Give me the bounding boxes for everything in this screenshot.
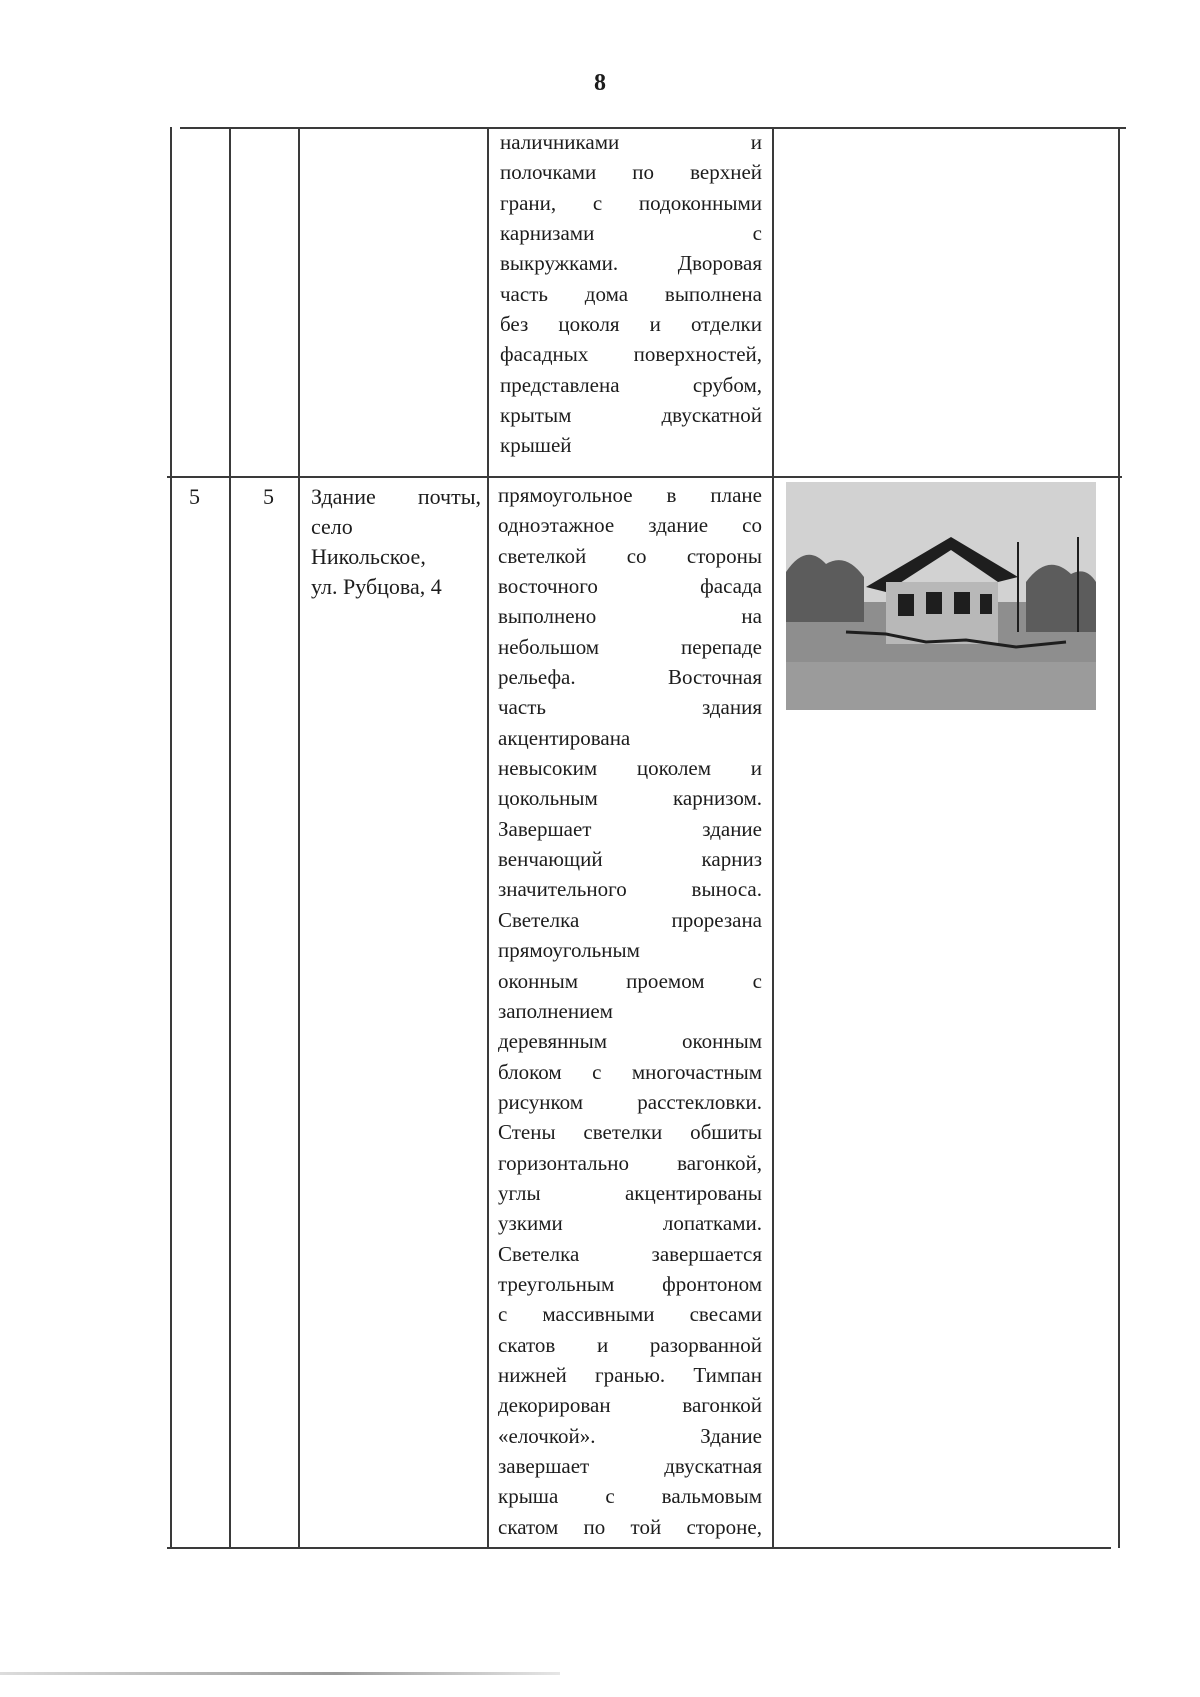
table-bottom-border — [167, 1547, 1111, 1549]
photo-window — [898, 594, 914, 616]
description-line: углы акцентированы — [498, 1180, 762, 1205]
description-line: невысоким цоколем и — [498, 756, 762, 781]
table-left-border — [170, 127, 172, 1548]
description-line: рисунком расстекловки. — [498, 1089, 762, 1114]
photo-window — [980, 594, 992, 614]
description-line: восточного фасада — [498, 574, 762, 599]
photo-window — [926, 592, 942, 614]
description-line: скатом по той стороне, — [498, 1514, 762, 1539]
description-line: декорирован вагонкой — [498, 1393, 762, 1418]
description-line: грани, с подоконными — [500, 190, 762, 215]
row-number: 5 — [189, 484, 200, 509]
description-line: «елочкой». Здание — [498, 1423, 762, 1448]
description-line: карнизами с — [500, 221, 762, 246]
object-address — [311, 482, 481, 602]
address-line: ул. Рубцова, 4 — [311, 574, 442, 599]
table-right-border — [1118, 127, 1120, 1548]
continuation-description — [500, 127, 762, 461]
description-line: крышей — [500, 433, 572, 458]
photo-trees — [1026, 565, 1096, 632]
description-line: наличниками и — [500, 130, 762, 154]
address-line: село — [311, 514, 353, 539]
photo-window — [954, 592, 970, 614]
description-line: горизонтально вагонкой, — [498, 1150, 762, 1175]
description-line: венчающий карниз — [498, 847, 762, 872]
description-line: выполнено на — [498, 604, 762, 629]
description-line: треугольным фронтоном — [498, 1271, 762, 1296]
description-line: прямоугольное в плане — [498, 483, 762, 507]
description-line: одноэтажное здание со — [498, 513, 762, 538]
description-line: Завершает здание — [498, 816, 762, 841]
description-line: нижней гранью. Тимпан — [498, 1362, 762, 1387]
description-line: скатов и разорванной — [498, 1332, 762, 1357]
description-line: цокольным карнизом. — [498, 786, 762, 811]
description-line: небольшом перепаде — [498, 634, 762, 659]
scan-edge-shadow — [0, 1672, 560, 1675]
column-divider-4 — [772, 127, 774, 1548]
description-line: Стены светелки обшиты — [498, 1120, 762, 1145]
description-line: оконным проемом с — [498, 968, 762, 993]
description-line: Светелка завершается — [498, 1241, 762, 1266]
description-line: светелкой со стороны — [498, 543, 762, 568]
description-line: с массивными свесами — [498, 1302, 762, 1327]
description-line: деревянным оконным — [498, 1029, 762, 1054]
description-line: узкими лопатками. — [498, 1211, 762, 1236]
description-line: крыша с вальмовым — [498, 1484, 762, 1509]
address-line: Никольское, — [311, 544, 426, 569]
description-line: завершает двускатная — [498, 1454, 762, 1478]
description-line: акцентирована — [498, 725, 631, 750]
object-description — [498, 480, 762, 1542]
object-number: 5 — [263, 484, 274, 509]
description-line: значительного выноса. — [498, 877, 762, 902]
description-line: без цоколя и отделки — [500, 312, 762, 337]
description-line: рельефа. Восточная — [498, 665, 762, 690]
description-line: полочками по верхней — [500, 160, 762, 185]
description-line: часть дома выполнена — [500, 281, 762, 306]
column-divider-3 — [487, 127, 489, 1548]
row-divider — [167, 476, 1122, 478]
description-line: блоком с многочастным — [498, 1059, 762, 1084]
column-divider-1 — [229, 127, 231, 1548]
description-line: представлена срубом, — [500, 372, 762, 397]
description-line: заполнением — [498, 998, 613, 1023]
description-line: выкружками. Дворовая — [500, 251, 762, 276]
page-number: 8 — [594, 70, 606, 96]
description-line: прямоугольным — [498, 938, 640, 963]
building-photo — [786, 482, 1096, 710]
address-line: Здание почты, — [311, 484, 481, 509]
photo-grass — [786, 662, 1096, 710]
description-line: часть здания — [498, 695, 762, 720]
description-line: фасадных поверхностей, — [500, 342, 762, 367]
description-line: крытым двускатной — [500, 403, 762, 428]
column-divider-2 — [298, 127, 300, 1548]
description-line: Светелка прорезана — [498, 907, 762, 932]
